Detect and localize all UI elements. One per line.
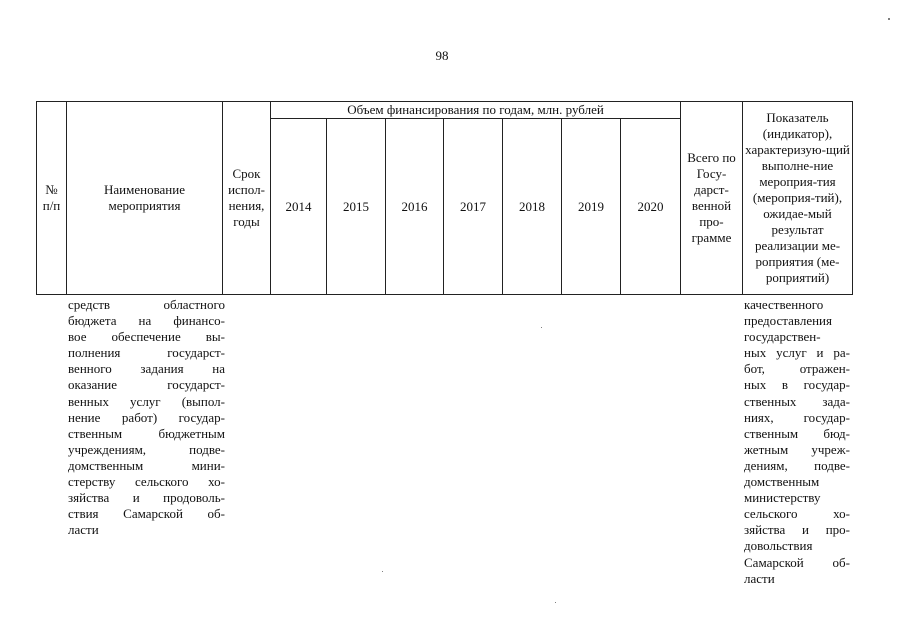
year-2014-header: 2014 bbox=[271, 119, 327, 295]
indicator-line: ласти bbox=[744, 570, 775, 586]
event-name-line: ласти bbox=[68, 522, 99, 538]
event-name-line: зяйства и продоволь- bbox=[68, 490, 225, 506]
indicator-text bbox=[744, 297, 850, 587]
indicator-line: государствен- bbox=[744, 329, 821, 345]
event-name-line: учреждениям, подве- bbox=[68, 441, 225, 457]
column-number-label: № п/п bbox=[42, 182, 61, 213]
event-name-line: венных услуг (выпол- bbox=[68, 393, 225, 409]
funding-title: Объем финансирования по годам, млн. рублей bbox=[347, 102, 604, 117]
year-2017-header: 2017 bbox=[444, 119, 503, 295]
indicator-line: бот, отражен- bbox=[744, 361, 850, 377]
event-name-line: ственным бюджетным bbox=[68, 425, 225, 441]
event-name-line: ствия Самарской об- bbox=[68, 506, 225, 522]
indicator-line: сельского хо- bbox=[744, 506, 850, 522]
indicator-line: ственным бюд- bbox=[744, 425, 850, 441]
event-name-line: вое обеспечение вы- bbox=[68, 329, 225, 345]
column-indicator-header bbox=[743, 102, 853, 295]
scan-speck bbox=[382, 571, 383, 572]
indicator-line: домственным bbox=[744, 474, 820, 490]
event-name-line: оказание государст- bbox=[68, 377, 225, 393]
event-name-line: венного задания на bbox=[68, 361, 225, 377]
indicator-line: ных в государ- bbox=[744, 377, 850, 393]
year-2018-header: 2018 bbox=[503, 119, 562, 295]
year-2020-header: 2020 bbox=[621, 119, 681, 295]
event-name-line: полнения государст- bbox=[68, 345, 225, 361]
column-term-label: Срок испол-нения, годы bbox=[228, 166, 265, 229]
event-name-line: нение работ) государ- bbox=[68, 409, 225, 425]
indicator-line: жетным учреж- bbox=[744, 441, 850, 457]
event-name-line: домственным мини- bbox=[68, 457, 225, 473]
table-header bbox=[36, 101, 853, 295]
indicator-line: дениям, подве- bbox=[744, 457, 850, 473]
page-number: 98 bbox=[435, 48, 449, 63]
column-name-label: Наименование мероприятия bbox=[104, 182, 185, 213]
year-2015-header: 2015 bbox=[327, 119, 386, 295]
column-number-header bbox=[37, 102, 67, 295]
funding-header bbox=[271, 102, 681, 119]
indicator-line: предоставления bbox=[744, 313, 832, 329]
column-indicator-label: Показатель (индикатор), характеризую-щий выполне-ние мероприя-тия (мероприя-тий), ожидае-мый результат реализации ме-роприятия (ме-роприятий) bbox=[745, 110, 850, 285]
event-name-line: стерству сельского хо- bbox=[68, 474, 225, 490]
year-2016-header: 2016 bbox=[386, 119, 444, 295]
year-2019-header: 2019 bbox=[562, 119, 621, 295]
column-total-label: Всего по Госу-дарст-венной про-грамме bbox=[687, 150, 736, 245]
scan-speck bbox=[888, 18, 890, 20]
event-name-line: средств областного bbox=[68, 297, 225, 312]
column-total-header bbox=[681, 102, 743, 295]
column-name-header bbox=[67, 102, 223, 295]
event-name-line: бюджета на финансо- bbox=[68, 313, 225, 329]
indicator-line: качественного bbox=[744, 297, 824, 312]
indicator-line: ных услуг и ра- bbox=[744, 345, 850, 361]
event-name-text bbox=[68, 297, 225, 538]
column-term-header bbox=[223, 102, 271, 295]
scan-speck bbox=[555, 602, 556, 603]
indicator-line: ниях, государ- bbox=[744, 409, 850, 425]
indicator-line: Самарской об- bbox=[744, 554, 850, 570]
indicator-line: зяйства и про- bbox=[744, 522, 850, 538]
indicator-line: ственных зада- bbox=[744, 393, 850, 409]
scan-speck bbox=[541, 327, 542, 328]
indicator-line: министерству bbox=[744, 490, 821, 506]
indicator-line: довольствия bbox=[744, 538, 813, 554]
